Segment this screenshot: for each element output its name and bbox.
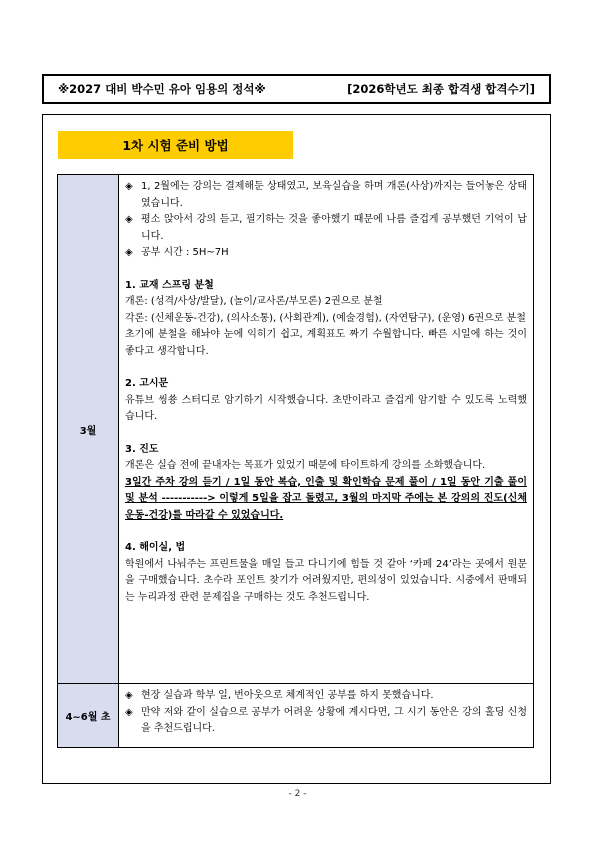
paragraph: 초기에 분철을 해놔야 눈에 익히기 쉽고, 계획표도 짜기 수월합니다. 빠른 시일에 하는 것이 좋다고 생각합니다. xyxy=(125,329,527,357)
header-left: ※2027 대비 박수민 유아 임용의 정석※ xyxy=(58,82,266,96)
study-plan-table xyxy=(57,174,534,748)
highlight-paragraph: 3일간 주차 강의 듣기 / 1일 동안 복습, 인출 및 확인학습 문제 풀이 / 1일 동안 기출 풀이 및 분석 -----------> 이렇게 5일을 잡고 돌렸고, 3월의 마지막 주에는 본 강의의 진도(신체운동-건강)를 따라갈 수 있었습니다. xyxy=(125,476,527,521)
table-row-apr-jun xyxy=(58,684,534,748)
diamond-bullet-icon: ◈ xyxy=(125,690,133,701)
list-item xyxy=(125,688,527,705)
document-header xyxy=(42,74,551,104)
paragraph: 학원에서 나눠주는 프린트물을 매일 들고 다니기에 힘들 것 같아 ‘카페 24’라는 곳에서 원문을 구매했습니다. 초수라 포인트 찾기가 어려웠지만, 편의성이 있었습니다. 시중에서 판매되는 누리과정 관련 문제집을 구매하는 것도 추천드립니다. xyxy=(125,558,527,603)
header-right: [2026학년도 최종 합격생 합격수기] xyxy=(347,82,535,96)
page-number: - 2 - xyxy=(288,789,307,799)
month-label: 3월 xyxy=(58,175,119,684)
list-item xyxy=(125,212,527,245)
list-item xyxy=(125,705,527,738)
list-item xyxy=(125,245,527,262)
section-title-text: 1차 시험 준비 방법 xyxy=(122,138,229,153)
section-title xyxy=(58,131,293,159)
diamond-bullet-icon: ◈ xyxy=(125,247,133,258)
table-row-march xyxy=(58,175,534,684)
paragraph: 유튜브 씽쑝 스터디로 암기하기 시작했습니다. 초반이라고 즐겁게 암기할 수 있도록 노력했습니다. xyxy=(125,394,527,422)
bullet-text: 만약 저와 같이 실습으로 공부가 어려운 상황에 계시다면, 그 시기 동안은 강의 홀딩 신청을 추천드립니다. xyxy=(141,706,527,734)
subsection-title: 2. 고시문 xyxy=(125,378,169,389)
diamond-bullet-icon: ◈ xyxy=(125,214,133,225)
subsection-title: 4. 해이실, 법 xyxy=(125,542,186,553)
month-content xyxy=(119,175,534,684)
subsection-title: 3. 진도 xyxy=(125,443,159,455)
paragraph: 각론: (신체운동-건강), (의사소통), (사회관계), (예술경험), (자연탐구), (운영) 6권으로 분철 xyxy=(125,312,526,324)
diamond-bullet-icon: ◈ xyxy=(125,181,133,192)
bullet-text: 현장 실습과 학부 일, 번아웃으로 체계적인 공부를 하지 못했습니다. xyxy=(141,690,434,701)
paragraph: 개론은 실습 전에 끝내자는 목표가 있었기 때문에 타이트하게 강의를 소화했습니다. xyxy=(125,460,486,471)
month-label: 4~6월 초 xyxy=(58,684,119,748)
bullet-text: 공부 시간 : 5H~7H xyxy=(141,247,229,258)
list-item xyxy=(125,179,527,212)
paragraph: 개론: (성격/사상/발달), (놀이/교사론/부모론) 2권으로 분철 xyxy=(125,296,383,307)
subsection-title: 1. 교재 스프링 분철 xyxy=(125,279,214,291)
month-content xyxy=(119,684,534,748)
bullet-text: 1, 2월에는 강의는 결제해둔 상태였고, 보육실습을 하며 개론(사상)까지는 들어놓은 상태였습니다. xyxy=(141,181,527,209)
bullet-text: 평소 앉아서 강의 듣고, 필기하는 것을 좋아했기 때문에 나름 즐겁게 공부했던 기억이 납니다. xyxy=(141,214,527,242)
diamond-bullet-icon: ◈ xyxy=(125,706,133,718)
